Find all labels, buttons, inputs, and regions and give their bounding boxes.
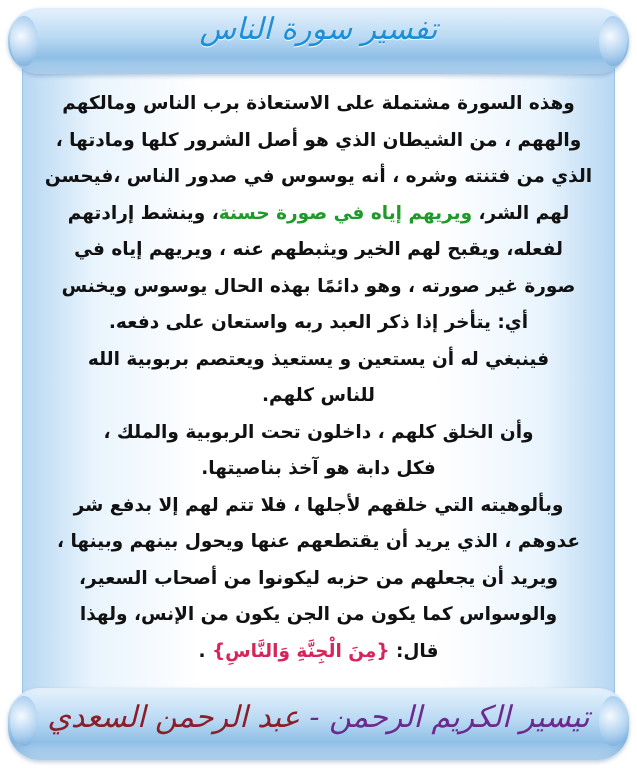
highlighted-phrase: ويريهم إياه في صورة حسنة (218, 202, 473, 224)
author-name: عبد الرحمن السعدي (47, 700, 300, 735)
quran-verse: {مِنَ الْجِنَّةِ وَالنَّاسِ} (211, 640, 390, 662)
page-title: تفسير سورة الناس (199, 12, 438, 47)
text-line: وهذه السورة مشتملة على الاستعاذة برب الناس ومالكهم (62, 93, 575, 114)
tafsir-text (30, 86, 607, 670)
text-line (30, 634, 607, 671)
text-line: فينبغي له أن يستعين و يستعيذ ويعتصم بربوبية الله (87, 348, 550, 370)
text-line: وأن الخلق كلهم ، داخلون تحت الربوبية والملك ، (103, 421, 534, 443)
text-line (30, 196, 607, 233)
text-line: صورة غير صورته ، وهو دائمًا بهذه الحال يوسوس ويخنس (61, 275, 576, 297)
text-line: والوسواس كما يكون من الجن يكون من الإنس، ولهذا (79, 604, 558, 625)
book-title: تيسير الكريم الرحمن (329, 700, 590, 735)
text-segment: . (198, 640, 212, 662)
text-line: والههم ، من الشيطان الذي هو أصل الشرور كلها ومادتها ، (55, 129, 582, 151)
footer-source (0, 700, 637, 735)
text-line: وبألوهيته التي خلقهم لأجلها ، فلا تتم لهم إلا بدفع شر (73, 494, 564, 516)
text-line: لفعله، ويقبح لهم الخير ويثبطهم عنه ، ويريهم إياه في (74, 239, 563, 260)
text-line: الذي من فتنته وشره ، أنه يوسوس في صدور الناس ،فيحسن (44, 166, 593, 187)
text-segment: لهم الشر، (472, 202, 570, 224)
text-line: فكل دابة هو آخذ بناصيتها. (201, 458, 436, 479)
text-line: ويريد أن يجعلهم من حزبه ليكونوا من أصحاب السعير، (79, 567, 558, 589)
text-line: أي: يتأخر إذا ذكر العبد ربه واستعان على دفعه. (108, 312, 529, 333)
text-line: عدوهم ، الذي يريد أن يقتطعهم عنها ويحول بينهم وبينها ، (56, 531, 581, 552)
footer-separator: - (299, 700, 330, 735)
text-line: للناس كلهم. (261, 385, 376, 406)
text-segment: ، وينشط إرادتهم (67, 202, 219, 224)
text-segment: قال: (389, 640, 439, 662)
